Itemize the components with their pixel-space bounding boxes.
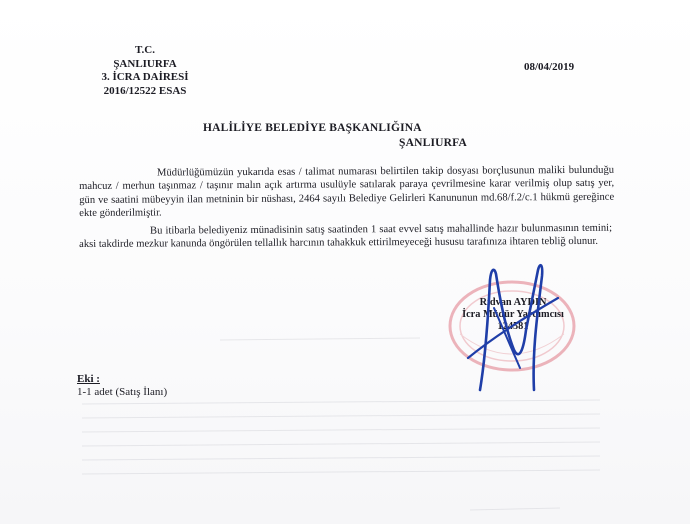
header-line-country: T.C. (135, 44, 155, 56)
addressee-institution: HALİLİYE BELEDİYE BAŞKANLIĞINA (203, 122, 422, 134)
addressee-city: ŞANLIURFA (399, 137, 468, 149)
attachment-item: 1-1 adet (Satış İlanı) (77, 386, 168, 398)
addressee-block (203, 121, 467, 151)
header-line-case-number: 2016/12522 ESAS (103, 84, 187, 97)
signatory-name: Rıdvan AYDIN (479, 297, 547, 308)
body-paragraph-1: Müdürlüğümüzün yukarıda esas / talimat numarası belirtilen takip dosyası borçlusunun maliki bulunduğu mahcuz / merhun taşınmaz / taşınır malın açık artırma usulüyle satılarak paraya çevrilmesine karar verilmiş olup satış yer, gün ve saatini mübeyyin ilan metninin bir nüshası, 2464 sayılı Belediye Gelirleri Kanununun md.68/f.2/c.1 hükmü gereğince ekte gönderilmiştir. (79, 164, 615, 220)
header-line-city: ŞANLIURFA (113, 57, 177, 70)
handwritten-signature-icon (450, 250, 570, 400)
document-date: 08/04/2019 (524, 61, 575, 73)
attachments-section (77, 373, 167, 399)
attachments-title: Eki : (77, 373, 100, 385)
header-line-office: 3. İCRA DAİRESİ (101, 71, 189, 83)
signatory-id: 124581 (497, 321, 529, 332)
signatory-title: İcra Müdür Yardımcısı (462, 309, 564, 320)
body-paragraph-2: Bu itibarla belediyeniz münadisinin satış saatinden 1 saat evvel satış mahallinde hazır bulunmasının temini; aksi takdirde mezkur kanunda öngörülen tellallık harcının tahakkuk ettirilmeyeceği hususu tarafınıza ihtaren tebliğ olunur. (79, 222, 613, 251)
court-header (80, 44, 210, 98)
